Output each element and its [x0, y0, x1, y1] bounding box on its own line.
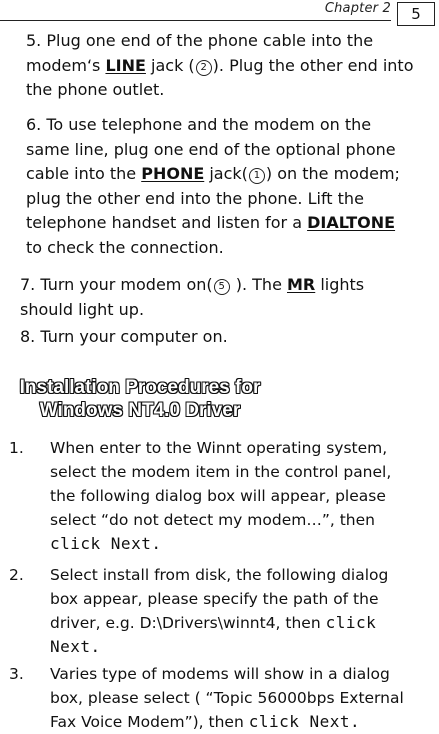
- step-number: 7.: [20, 275, 36, 294]
- instruction-body: Varies type of modems will show in a dialog box, please select ( “Topic 56000bps External Fax Voice Modem”), then: [50, 665, 404, 731]
- chapter-label: Chapter 2: [324, 1, 391, 16]
- instruction-number: 2.: [9, 566, 24, 584]
- step-text: to check the connection.: [26, 237, 224, 257]
- instruction-3: [0, 662, 439, 732]
- step-number: 5.: [26, 31, 42, 50]
- instruction-number: 1.: [9, 439, 24, 457]
- phone-jack-label: PHONE: [141, 164, 205, 183]
- instruction-text: [50, 563, 420, 659]
- instruction-number: 3.: [9, 665, 24, 683]
- header-rule: [0, 20, 391, 21]
- circled-number-icon: 1: [249, 168, 265, 184]
- line-jack-label: LINE: [105, 55, 146, 75]
- instruction-text: [50, 436, 420, 556]
- step-5: [26, 29, 426, 103]
- step-text: ). The: [230, 275, 287, 294]
- step-number: 8.: [20, 327, 36, 346]
- step-7: [20, 273, 410, 322]
- section-title: [10, 376, 270, 422]
- page-header: [0, 0, 439, 24]
- step-6: [26, 113, 406, 260]
- click-next-text: click Next.: [50, 613, 377, 656]
- instruction-1: [0, 436, 439, 553]
- section-title-line1: Installation Procedures for: [19, 377, 261, 398]
- click-next-text: click Next.: [248, 712, 361, 731]
- step-8: [20, 325, 410, 350]
- dialtone-label: DIALTONE: [307, 213, 396, 232]
- instruction-2: [0, 563, 439, 656]
- step-text: Plug one end of the phone cable into the modem‘s: [26, 31, 374, 75]
- step-text: Turn your modem on(: [40, 275, 213, 294]
- step-text: lights should light up.: [20, 275, 365, 319]
- instruction-body: Select install from disk, the following dialog box appear, please specify the path of the driver, e.g. D:\Drivers\winnt4, then: [50, 566, 389, 632]
- step-text: ). Plug the other end into the phone outlet.: [26, 55, 414, 99]
- instruction-text: [50, 662, 420, 734]
- step-text: jack(: [204, 164, 248, 183]
- click-next-text: click Next.: [50, 534, 162, 553]
- instruction-body: When enter to the Winnt operating system, select the modem item in the control panel, the following dialog box will appear, please select “do not detect my modem…”, then: [50, 439, 392, 529]
- circled-number-icon: 2: [196, 60, 212, 76]
- section-title-line2: Windows NT4.0 Driver: [39, 400, 241, 421]
- step-number: 6.: [26, 115, 42, 134]
- mr-lights-label: MR: [287, 275, 316, 294]
- step-text: To use telephone and the modem on the same line, plug one end of the optional phone cable into the: [26, 115, 396, 183]
- step-text: jack (: [145, 55, 195, 75]
- page-number: 5: [397, 2, 435, 26]
- step-text: Turn your computer on.: [40, 327, 228, 346]
- step-text: ) on the modem; plug the other end into the phone. Lift the telephone handset and listen for a: [26, 164, 400, 232]
- circled-number-icon: 5: [214, 279, 230, 295]
